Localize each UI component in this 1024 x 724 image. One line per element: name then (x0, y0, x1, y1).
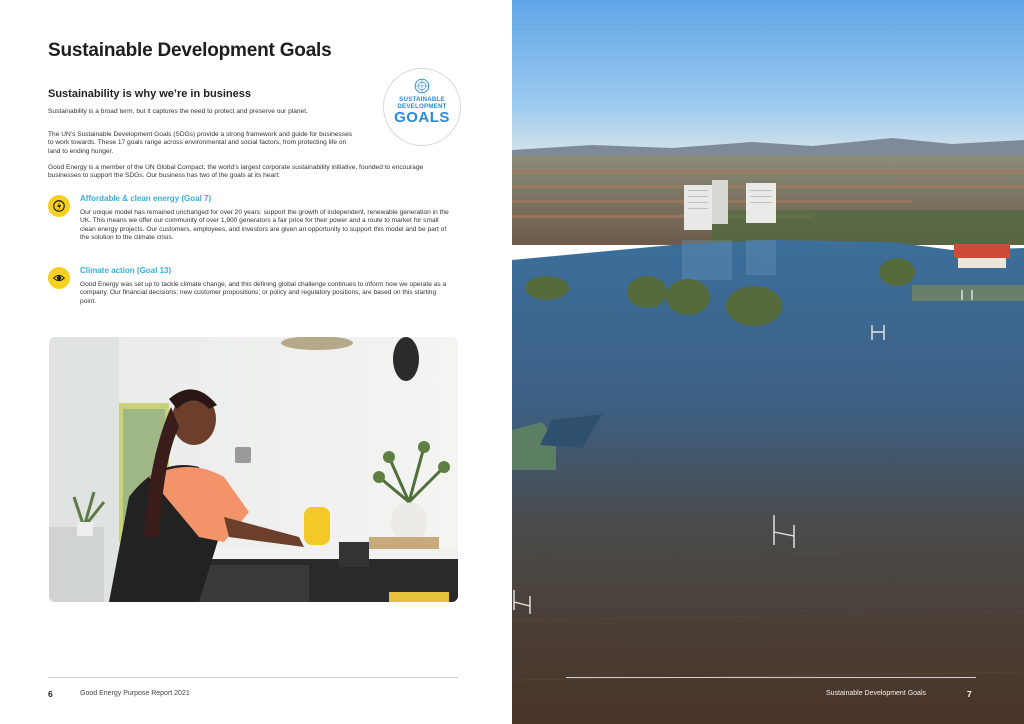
section-subtitle: Sustainability is why we’re in business (48, 88, 251, 100)
un-emblem-icon (414, 78, 430, 94)
footer-divider-right (566, 677, 976, 678)
power-icon (48, 195, 70, 217)
intro-paragraph-3: Good Energy is a member of the UN Global Compact, the world’s largest corporate sustainability initiative, founded to encourage businesses to support the SDGs. Our business has two of the goals at its heart: (48, 164, 424, 180)
goal-13-heading: Climate action (Goal 13) (80, 266, 172, 275)
kitchen-photo (49, 337, 458, 602)
flood-aerial-photo (512, 0, 1024, 724)
goal-13-text: Good Energy was set up to tackle climate change, and this defining global challenge continues to inform how we operate as a company. Our financial decisions; new customer propositions; or policy and regulatory positions, are based on this starting point. (80, 281, 447, 305)
footer-section-title: Sustainable Development Goals (826, 690, 927, 697)
page-number-right: 7 (967, 689, 972, 699)
intro-paragraph-1: Sustainability is a broad term, but it captures the need to protect and preserve our planet. (48, 108, 308, 115)
sdg-logo (383, 68, 461, 146)
sdg-logo-line2: DEVELOPMENT (397, 103, 447, 110)
right-page (512, 0, 1024, 724)
intro-paragraph-2: The UN’s Sustainable Development Goals (SDGs) provide a strong framework and guide for businesses to work towards. These 17 goals range across environmental and social factors, from protecting life on land to ending hunger. (48, 131, 353, 155)
sdg-logo-line3: GOALS (394, 109, 450, 126)
page-number-left: 6 (48, 689, 53, 699)
eye-globe-icon (48, 267, 70, 289)
sdg-logo-line1: SUSTAINABLE (399, 96, 445, 103)
goal-7-text: Our unique model has remained unchanged for over 20 years: support the growth of independent, renewable generation in the UK. This means we offer our community of over 1,900 generators a fair price for their power and a route to market for small clean energy projects. Our customers, employees, and investors are given an opportunity to support this model and be part of the solution to the climate crisis. (80, 209, 449, 241)
page-title: Sustainable Development Goals (48, 40, 332, 61)
footer-report-title: Good Energy Purpose Report 2021 (80, 690, 190, 697)
footer-divider-left (48, 677, 458, 678)
goal-7-heading: Affordable & clean energy (Goal 7) (80, 194, 212, 203)
